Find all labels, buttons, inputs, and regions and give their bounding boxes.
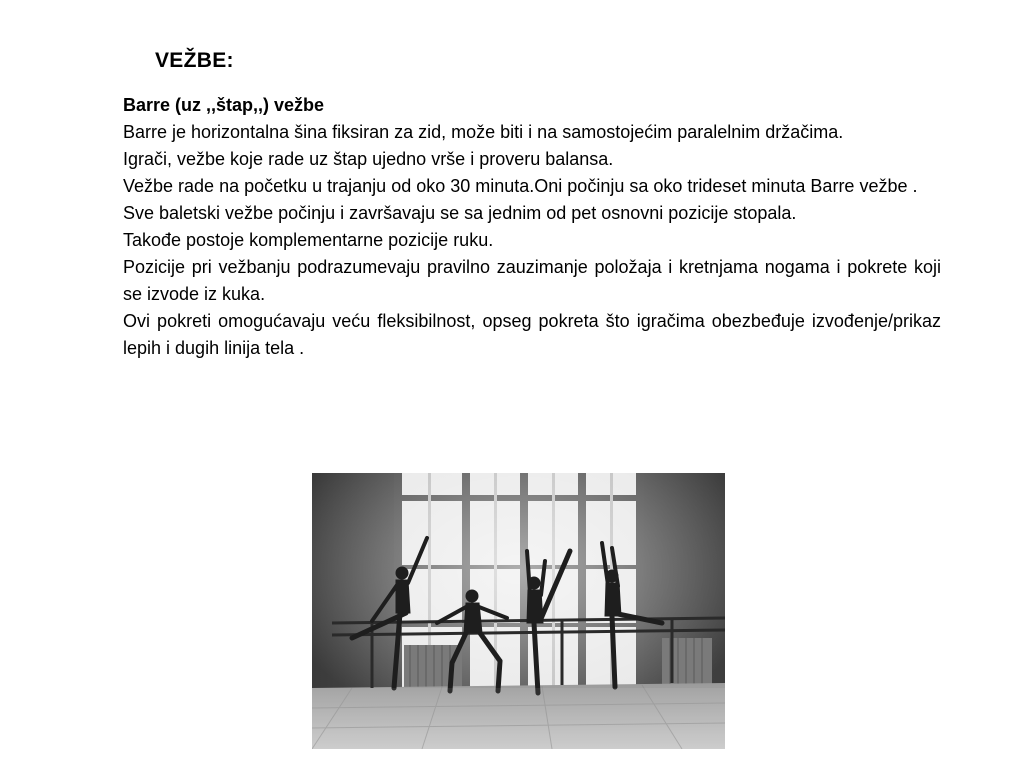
section-heading: Barre (uz ,,štap,,) vežbe [123, 95, 325, 115]
slide-body [123, 92, 941, 362]
paragraph-barre-definition: Barre je horizontalna šina fiksiran za zid, može biti i na samostojećim paralelnim držačima. [123, 122, 844, 142]
paragraph-arm-positions: Takođe postoje komplementarne pozicije ruku. [123, 230, 494, 250]
paragraph-balance: Igrači, vežbe koje rade uz štap ujedno vrše i proveru balansa. [123, 149, 614, 169]
ballet-barre-photo [312, 473, 725, 749]
paragraph-hip-movements: Pozicije pri vežbanju podrazumevaju pravilno zauzimanje položaja i kretnjama nogama i pokrete koji se izvode iz kuka. [123, 257, 941, 304]
paragraph-foot-positions: Sve baletski vežbe počinju i završavaju se sa jednim od pet osnovni pozicije stopala. [123, 203, 797, 223]
slide-title: VEŽBE: [155, 49, 234, 72]
paragraph-flexibility: Ovi pokreti omogućavaju veću fleksibilnost, opseg pokreta što igračima obezbeđuje izvođenje/prikaz lepih i dugih linija tela . [123, 311, 941, 358]
paragraph-duration: Vežbe rade na početku u trajanju od oko 30 minuta.Oni počinju sa oko trideset minuta Barre vežbe . [123, 176, 918, 196]
